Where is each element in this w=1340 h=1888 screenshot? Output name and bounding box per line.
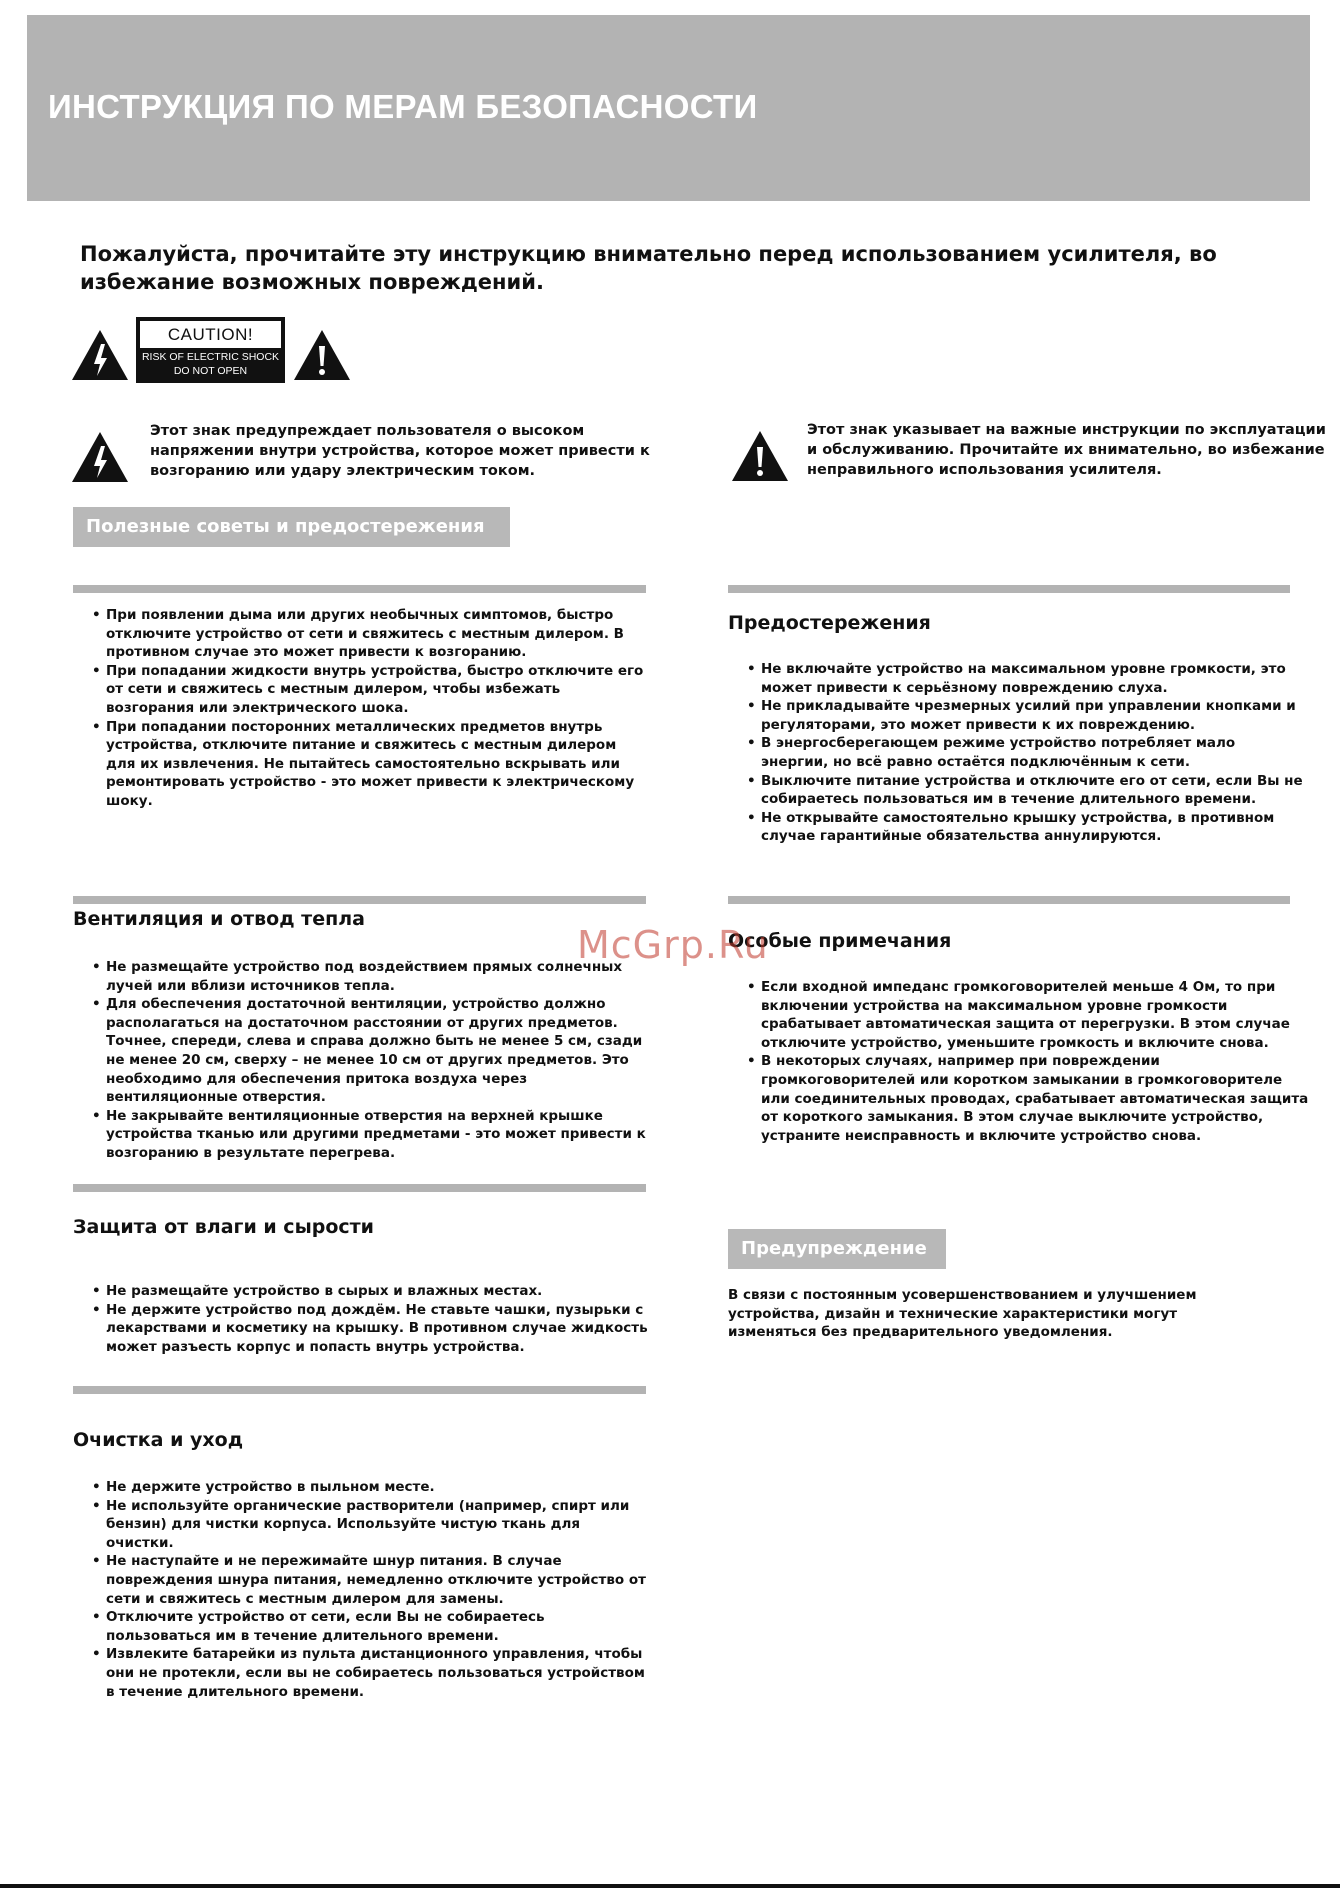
lightning-note-icon — [70, 430, 130, 484]
footer-line — [0, 1884, 1340, 1888]
list-item: • В некоторых случаях, например при повреждении громкоговорителей или коротком замыкании в громкоговорителе или соединительных проводах, срабатывает автоматическая защита от короткого замыкания. В этом случае выключите устройство, устраните неисправность и включите устройство снова. — [761, 1052, 1309, 1145]
divider — [73, 1184, 646, 1192]
watermark: McGrp.Ru — [577, 923, 769, 967]
page-title: ИНСТРУКЦИЯ ПО МЕРАМ БЕЗОПАСНОСТИ — [48, 88, 758, 125]
cleaning-list — [84, 1478, 651, 1701]
list-item: • Не наступайте и не пережимайте шнур питания. В случае повреждения шнура питания, немедленно отключите устройство от сети и свяжитесь с местным дилером для замены. — [106, 1552, 651, 1608]
list-item: • Не прикладывайте чрезмерных усилий при управлении кнопками и регуляторами, это может привести к их повреждению. — [761, 697, 1306, 734]
list-item: • Не используйте органические растворители (например, спирт или бензин) для чистки корпуса. Используйте чистую ткань для очистки. — [106, 1497, 651, 1553]
list-item: • Не открывайте самостоятельно крышку устройства, в противном случае гарантийные обязательства аннулируются. — [761, 809, 1306, 846]
list-item: • Не размещайте устройство в сырых и влажных местах. — [106, 1282, 651, 1301]
list-item: • При появлении дыма или других необычных симптомов, быстро отключите устройство от сети и свяжитесь с местным дилером. В противном случае это может привести к возгоранию. — [106, 606, 646, 662]
tips-list — [84, 606, 646, 811]
list-item: • При попадании посторонних металлических предметов внутрь устройства, отключите питание и свяжитесь с местным дилером для их извлечения. Не пытайтесь самостоятельно вскрывать или ремонтировать устройство - это может привести к электрическому шоку. — [106, 718, 646, 811]
instructions-sign-note: Этот знак указывает на важные инструкции по эксплуатации и обслуживанию. Прочитайте их внимательно, во избежание неправильного использования усилителя. — [807, 422, 1326, 478]
caution-title: CAUTION! — [140, 321, 281, 348]
list-item: • Не держите устройство в пыльном месте. — [106, 1478, 651, 1497]
divider — [73, 1386, 646, 1394]
divider — [728, 896, 1290, 904]
ventilation-heading: Вентиляция и отвод тепла — [73, 908, 365, 930]
list-item: • В энергосберегающем режиме устройство потребляет мало энергии, но всё равно остаётся подключённым к сети. — [761, 734, 1306, 771]
moisture-heading: Защита от влаги и сырости — [73, 1216, 374, 1238]
cleaning-heading: Очистка и уход — [73, 1429, 244, 1451]
divider — [73, 585, 646, 593]
intro-text: Пожалуйста, прочитайте эту инструкцию внимательно перед использованием усилителя, во избежание возможных повреждений. — [80, 242, 1217, 294]
shock-sign-note: Этот знак предупреждает пользователя о высоком напряжении внутри устройства, которое может привести к возгоранию или удару электрическим током. — [150, 423, 650, 479]
list-item: • Не включайте устройство на максимальном уровне громкости, это может привести к серьёзному повреждению слуха. — [761, 660, 1306, 697]
list-item: • Не закрывайте вентиляционные отверстия на верхней крышке устройства тканью или другими предметами - это может привести к возгоранию в результате перегрева. — [106, 1107, 651, 1163]
list-item: • Если входной импеданс громкоговорителей меньше 4 Ом, то при включении устройства на максимальном уровне громкости срабатывает автоматическая защита от перегрузки. В этом случае отключите устройство, уменьшите громкость и включите снова. — [761, 978, 1309, 1052]
caution-line-1: RISK OF ELECTRIC SHOCK — [141, 351, 280, 363]
caution-line-2: DO NOT OPEN — [173, 365, 248, 377]
divider — [728, 585, 1290, 593]
moisture-list — [84, 1282, 651, 1356]
list-item: • Извлеките батарейки из пульта дистанционного управления, чтобы они не протекли, если вы не собираетесь пользоваться устройством в течение длительного времени. — [106, 1645, 651, 1701]
precautions-list — [739, 660, 1306, 846]
warning-text: В связи с постоянным усовершенствованием и улучшением устройства, дизайн и технические характеристики могут изменяться без предварительного уведомления. — [728, 1287, 1197, 1341]
exclamation-note-icon — [730, 429, 790, 483]
list-item: • Отключите устройство от сети, если Вы не собираетесь пользоваться им в течение длительного времени. — [106, 1608, 651, 1645]
ventilation-list — [84, 958, 651, 1163]
exclamation-warning-icon — [292, 328, 352, 382]
warning-heading: Предупреждение — [728, 1229, 946, 1269]
divider — [73, 896, 646, 904]
caution-label — [136, 317, 285, 383]
precautions-heading: Предостережения — [728, 612, 931, 634]
list-item: • Выключите питание устройства и отключите его от сети, если Вы не собираетесь пользоваться им в течение длительного времени. — [761, 772, 1306, 809]
lightning-warning-icon — [70, 328, 130, 382]
list-item: • Не размещайте устройство под воздействием прямых солнечных лучей или вблизи источников тепла. — [106, 958, 651, 995]
list-item: • Не держите устройство под дождём. Не ставьте чашки, пузырьки с лекарствами и косметику на крышку. В противном случае жидкость может разъесть корпус и попасть внутрь устройства. — [106, 1301, 651, 1357]
list-item: • При попадании жидкости внутрь устройства, быстро отключите его от сети и свяжитесь с местным дилером, чтобы избежать возгорания или электрического шока. — [106, 662, 646, 718]
tips-heading: Полезные советы и предостережения — [73, 507, 510, 547]
special-notes-list — [739, 978, 1309, 1145]
list-item: • Для обеспечения достаточной вентиляции, устройство должно располагаться на достаточном расстоянии от других предметов. Точнее, спереди, слева и справа должно быть не менее 5 см, сзади не менее 20 см, сверху – не менее 10 см от других предметов. Это необходимо для обеспечения притока воздуха через вентиляционные отверстия. — [106, 995, 651, 1107]
special-notes-heading: Особые примечания — [728, 930, 952, 952]
